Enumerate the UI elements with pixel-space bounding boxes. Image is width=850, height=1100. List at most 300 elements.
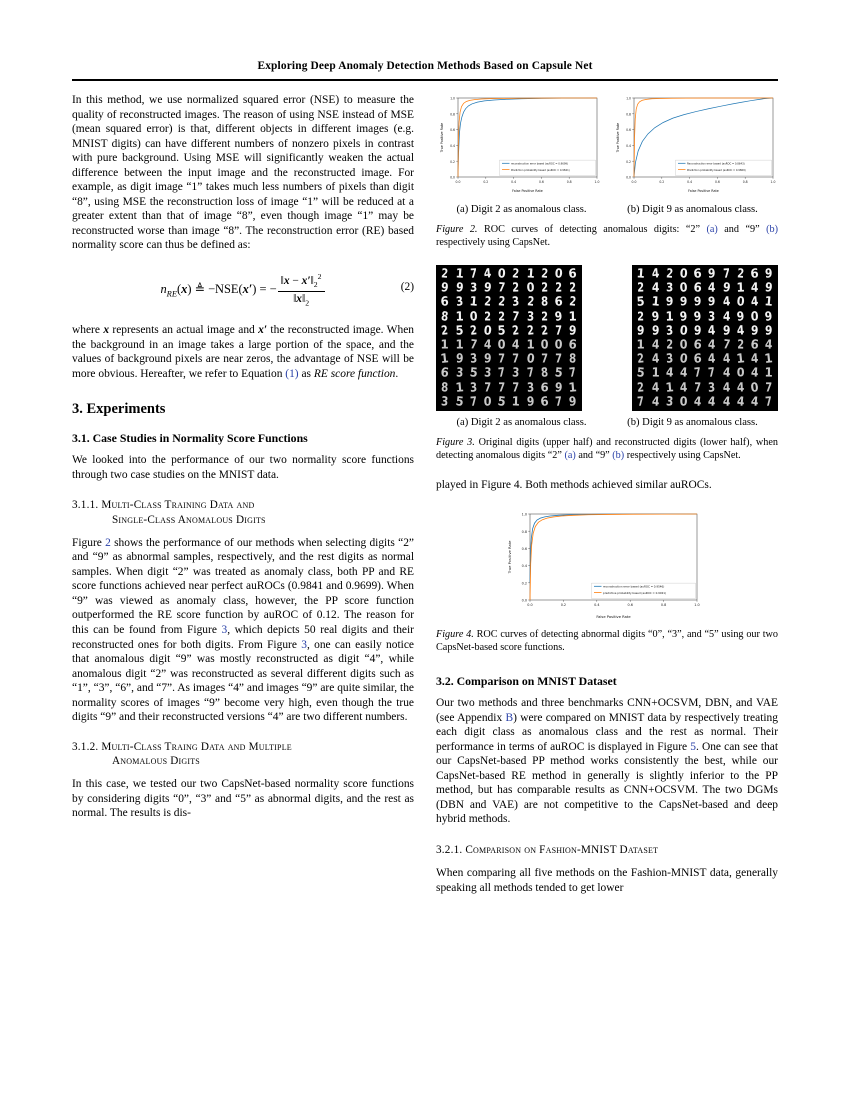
reconstructed-digit-cell: 2 xyxy=(637,351,646,367)
text-frag: where xyxy=(72,324,104,337)
text-frag: , one can easily notice that anomalous digit “9” was mostly reconstructed as digit “4”, while anomalous digit “2” was reconstructed as several different digits such as “1”, “3”, “6”, and “7”. As images “4” and images “9” are quite similar, the normality scores of images “9” become very high, even though the true digits “9” and their reconstructed versions “4” are two different numbers. xyxy=(72,638,414,724)
reconstructed-digit-cell: 4 xyxy=(679,380,688,395)
digit-grid-fig3b xyxy=(632,265,778,411)
original-digit-cell: 4 xyxy=(722,309,731,324)
original-digit-cell: 2 xyxy=(526,323,535,339)
equation-fraction: $\frac{‖x - x'‖_2^2}{‖x‖_2}$ xyxy=(278,273,325,308)
svg-text:0.8: 0.8 xyxy=(521,529,527,534)
original-digit-cell: 0 xyxy=(679,266,688,282)
reconstructed-digit-cell: 3 xyxy=(708,380,716,395)
reconstructed-digit-cell: 7 xyxy=(497,365,506,381)
figure-3-subcaptions xyxy=(436,417,778,428)
reconstructed-digit-cell: 7 xyxy=(512,351,520,367)
section-heading-experiments: 3. Experiments xyxy=(72,401,166,418)
reconstructed-digit-cell: 3 xyxy=(455,365,464,381)
reconstructed-digit-cell: 4 xyxy=(651,337,660,353)
svg-text:0.8: 0.8 xyxy=(626,112,631,117)
svg-text:1.0: 1.0 xyxy=(626,96,631,101)
text-frag: . xyxy=(395,367,399,380)
reconstructed-digit-cell: 6 xyxy=(440,365,450,381)
reconstructed-digit-cell: 7 xyxy=(707,365,717,381)
original-digit-cell: 9 xyxy=(722,323,731,339)
original-digit-cell: 2 xyxy=(540,280,548,296)
original-digit-cell: 0 xyxy=(679,323,689,339)
appendix-reference-b[interactable]: B xyxy=(505,711,514,724)
original-digit-cell: 9 xyxy=(694,323,702,339)
original-digit-cell: 9 xyxy=(750,323,759,339)
original-digit-cell: 5 xyxy=(497,323,507,339)
original-digit-cell: 9 xyxy=(637,323,645,339)
svg-text:False Positive Rate: False Positive Rate xyxy=(512,189,543,193)
reconstructed-digit-cell: 0 xyxy=(679,337,688,353)
reconstructed-digit-cell: 4 xyxy=(721,394,731,410)
reconstructed-digit-cell: 4 xyxy=(679,365,688,381)
reconstructed-digit-cell: 7 xyxy=(764,394,773,410)
reconstructed-digit-cell: 2 xyxy=(666,337,673,353)
reconstructed-digit-cell: 5 xyxy=(454,394,464,410)
roc-chart-fig2b xyxy=(612,93,778,198)
paragraph-nse-explain xyxy=(72,323,414,381)
subfigure-reference-a[interactable]: (a) xyxy=(564,449,576,461)
reconstructed-digit-cell: 1 xyxy=(651,366,660,381)
original-digit-cell: 4 xyxy=(650,266,660,282)
svg-text:Prediction probability based (: Prediction probability based (auROC = 0.9841) xyxy=(511,168,570,172)
subsubsection-heading-321: 3.2.1. Comparison on Fashion-MNIST Dataset xyxy=(436,844,659,857)
reconstructed-digit-cell: 6 xyxy=(539,394,550,410)
svg-text:1.0: 1.0 xyxy=(770,180,776,185)
figure-reference-3b[interactable]: 3 xyxy=(301,638,307,651)
original-digit-cell: 2 xyxy=(665,266,674,282)
subfigure-reference-b[interactable]: (b) xyxy=(612,449,625,461)
original-digit-cell: 9 xyxy=(679,309,689,325)
svg-text:0.0: 0.0 xyxy=(521,598,527,603)
svg-text:0.6: 0.6 xyxy=(450,128,455,133)
original-digit-cell: 5 xyxy=(636,294,646,310)
reconstructed-digit-cell: 3 xyxy=(665,351,674,367)
reconstructed-digit-cell: 7 xyxy=(637,394,646,410)
reconstructed-digit-cell: 7 xyxy=(498,380,506,395)
original-digit-cell: 4 xyxy=(708,280,716,296)
eq-reference-1[interactable]: (1) xyxy=(285,367,299,380)
original-digit-cell: 7 xyxy=(469,266,478,282)
svg-text:0.6: 0.6 xyxy=(521,546,527,551)
svg-text:0.0: 0.0 xyxy=(626,175,631,180)
svg-text:0.2: 0.2 xyxy=(483,180,489,185)
reconstructed-digit-cell: 4 xyxy=(736,394,745,410)
heading-line-2: Single-Class Anomalous Digits xyxy=(112,513,266,526)
reconstructed-digit-cell: 6 xyxy=(750,337,760,353)
original-digit-cell: 0 xyxy=(469,309,478,324)
svg-text:1.0: 1.0 xyxy=(693,603,700,608)
svg-text:True Positive Rate: True Positive Rate xyxy=(616,122,620,153)
original-digit-cell: 2 xyxy=(540,323,549,339)
original-digit-cell: 9 xyxy=(679,295,688,310)
original-digit-cell: 3 xyxy=(665,323,674,339)
heading-line-1: 3.1.1. Multi-Class Training Data and xyxy=(72,499,255,512)
subsubsection-heading-311 xyxy=(72,498,414,526)
original-digit-cell: 1 xyxy=(525,266,535,282)
original-digit-cell: 1 xyxy=(636,266,646,282)
reconstructed-digit-cell: 7 xyxy=(722,337,731,353)
original-digit-cell: 4 xyxy=(651,280,660,296)
original-digit-cell: 7 xyxy=(512,309,521,325)
original-digit-cell: 1 xyxy=(650,294,661,310)
original-digit-cell: 4 xyxy=(750,280,759,296)
reconstructed-digit-cell: 7 xyxy=(526,365,535,381)
reconstructed-digit-cell: 4 xyxy=(665,365,674,381)
svg-text:0.6: 0.6 xyxy=(538,180,544,185)
original-digit-cell: 7 xyxy=(498,280,506,296)
original-digit-cell: 9 xyxy=(454,280,464,296)
original-digit-cell: 1 xyxy=(454,266,464,282)
text-frag: the reconstructed image. When the background in an image takes a large portion of the space, and the values of background pixels are near zeros, the advantage of NSE will be more obvious. Hereafter, we refer to Equation xyxy=(72,324,414,380)
reconstructed-digit-cell: 3 xyxy=(665,394,674,410)
svg-text:0.4: 0.4 xyxy=(687,180,693,185)
reconstructed-digit-cell: 4 xyxy=(650,394,660,410)
heading-line-2: Anomalous Digits xyxy=(112,755,200,768)
reconstructed-digit-cell: 2 xyxy=(737,337,744,353)
reconstructed-digit-cell: 0 xyxy=(750,380,760,396)
original-digit-cell: 0 xyxy=(750,309,759,324)
original-digit-cell: 4 xyxy=(721,294,731,310)
original-digit-cell: 9 xyxy=(650,309,660,325)
original-digit-cell: 9 xyxy=(651,323,660,339)
reconstructed-digit-cell: 6 xyxy=(693,351,703,367)
original-digit-cell: 3 xyxy=(454,294,464,310)
svg-text:1.0: 1.0 xyxy=(521,512,527,517)
original-digit-cell: 7 xyxy=(722,266,731,282)
original-digit-cell: 9 xyxy=(721,280,731,296)
original-digit-cell: 0 xyxy=(736,294,745,310)
text-frag: Figure xyxy=(72,536,106,549)
original-digit-cell: 2 xyxy=(512,266,521,282)
reconstructed-digit-cell: 0 xyxy=(483,394,492,410)
original-digit-cell: 7 xyxy=(555,323,563,339)
figure-2-subcaption-a: (a) Digit 2 as anomalous class. xyxy=(456,204,587,215)
reconstructed-digit-cell: 1 xyxy=(764,366,774,381)
original-digit-cell: 1 xyxy=(736,280,745,296)
text-frag: . One can see that our CapsNet-based PP method works consistently the best, while our CapsNet-based RE method in generally is slightly inferior to the PP method, but has comparable results as CNN+OCSVM. The two DGMs (DBN and VAE) are not competitive to the CapsNet-based and deep hybrid methods. xyxy=(436,740,778,826)
roc-chart-fig2a-svg xyxy=(436,93,602,193)
original-digit-cell: 9 xyxy=(764,309,774,325)
original-digit-cell: 2 xyxy=(441,266,450,282)
svg-text:0.6: 0.6 xyxy=(626,603,633,608)
reconstructed-digit-cell: 0 xyxy=(736,366,745,381)
original-digit-cell: 9 xyxy=(569,323,577,339)
original-digit-cell: 9 xyxy=(765,323,773,339)
original-digit-cell: 9 xyxy=(440,280,450,296)
reconstructed-digit-cell: 7 xyxy=(555,351,563,367)
reconstructed-digit-cell: 9 xyxy=(483,351,492,367)
reconstructed-digit-cell: 8 xyxy=(540,365,549,381)
reconstructed-digit-cell: 4 xyxy=(750,365,759,381)
reconstructed-digit-cell: 3 xyxy=(469,380,478,395)
reconstructed-digit-cell: 7 xyxy=(498,351,506,367)
figure-reference-2[interactable]: 2 xyxy=(105,536,111,549)
reconstructed-digit-cell: 0 xyxy=(679,394,688,410)
figure-2 xyxy=(436,93,778,249)
reconstructed-digit-cell: 4 xyxy=(707,351,717,367)
original-digit-cell: 0 xyxy=(525,280,535,296)
original-digit-cell: 2 xyxy=(526,294,535,310)
original-digit-cell: 8 xyxy=(540,295,549,310)
text-frag: and “9” xyxy=(575,449,613,461)
svg-text:False Positive Rate: False Positive Rate xyxy=(595,615,631,619)
figure-4-chart xyxy=(436,507,778,619)
figure-3-subcaption-a: (a) Digit 2 as anomalous class. xyxy=(456,417,587,429)
reconstructed-digit-cell: 5 xyxy=(468,365,479,381)
figure-reference-3a[interactable]: 3 xyxy=(221,623,228,636)
original-digit-cell: 2 xyxy=(540,266,549,282)
svg-text:1.0: 1.0 xyxy=(594,180,600,185)
original-digit-cell: 9 xyxy=(735,309,745,325)
reconstructed-digit-cell: 4 xyxy=(750,351,759,367)
text-frag: shows the performance of our methods when selecting digits “2” and “9” as abnormal samples, respectively, and the rest digits as normal samples. When digit “2” was treated as anomaly class, both PP and RE score functions achieved near perfect auROCs (0.9841 and 0.9699). When “9” was viewed as anomaly class, however, the PP score function outperformed the RE score function by auROC of 0.12. The reason for this can be found from Figure xyxy=(72,536,414,636)
reconstructed-digit-cell: 1 xyxy=(455,337,464,353)
reconstructed-digit-cell: 7 xyxy=(541,351,548,367)
reconstructed-digit-cell: 9 xyxy=(568,394,577,410)
reconstructed-digit-cell: 4 xyxy=(511,337,521,353)
svg-text:0.8: 0.8 xyxy=(660,603,666,608)
reconstructed-digit-cell: 0 xyxy=(525,351,535,367)
reconstructed-digit-cell: 9 xyxy=(455,351,464,367)
original-digit-cell: 3 xyxy=(511,294,521,310)
original-digit-cell: 2 xyxy=(637,309,645,324)
reconstructed-digit-cell: 6 xyxy=(568,337,578,353)
original-digit-cell: 9 xyxy=(694,295,702,310)
reconstructed-digit-cell: 5 xyxy=(636,365,646,381)
original-digit-cell: 9 xyxy=(554,309,564,325)
reconstructed-digit-cell: 5 xyxy=(497,394,507,410)
original-digit-cell: 6 xyxy=(568,266,578,282)
figure-4-caption xyxy=(436,629,778,654)
reconstructed-digit-cell: 7 xyxy=(484,380,492,395)
reconstructed-digit-cell: 1 xyxy=(440,337,450,353)
original-digit-cell: 9 xyxy=(708,266,716,282)
original-digit-cell: 2 xyxy=(469,323,478,339)
original-digit-cell: 0 xyxy=(483,323,493,339)
reconstructed-digit-cell: 1 xyxy=(568,380,578,396)
original-digit-cell: 2 xyxy=(440,323,450,339)
svg-text:True Positive Rate: True Positive Rate xyxy=(440,122,444,153)
original-digit-cell: 4 xyxy=(736,323,745,339)
original-digit-cell: 9 xyxy=(765,266,773,282)
svg-text:reconstruction error based (au: reconstruction error based (auROC = 0.9546) xyxy=(602,584,664,589)
paragraph-figure2-discussion xyxy=(72,536,414,725)
paragraph-mnist-comparison xyxy=(436,696,778,827)
svg-text:0.8: 0.8 xyxy=(742,180,748,185)
original-digit-cell: 6 xyxy=(693,266,703,282)
original-digit-cell: 2 xyxy=(569,280,577,296)
original-digit-cell: 4 xyxy=(707,323,717,339)
reconstructed-digit-cell: 4 xyxy=(651,351,660,367)
reconstructed-digit-cell: 4 xyxy=(736,380,745,395)
text-frag: , which depicts 50 real digits and their reconstructed ones for both digits. From Figure xyxy=(72,623,414,651)
subfigure-reference-a[interactable]: (a) xyxy=(706,224,718,235)
reconstructed-digit-cell: 7 xyxy=(694,380,702,395)
svg-text:0.4: 0.4 xyxy=(521,564,527,569)
text-frag: Our two methods and three benchmarks CNN+OCSVM, DBN, and VAE (see Appendix xyxy=(436,697,778,724)
figure-3-images xyxy=(436,265,778,411)
reconstructed-digit-cell: 7 xyxy=(765,380,773,395)
reconstructed-digit-cell: 4 xyxy=(483,337,492,353)
original-digit-cell: 2 xyxy=(484,309,492,324)
caption-label: Figure 3. xyxy=(436,437,475,449)
original-digit-cell: 2 xyxy=(541,309,548,324)
svg-text:0.4: 0.4 xyxy=(450,144,455,148)
digit-grid-fig3a xyxy=(436,265,582,411)
subsubsection-heading-312 xyxy=(72,740,414,768)
original-digit-cell: 0 xyxy=(679,280,688,296)
text-frag: ROC curves of detecting abnormal digits “0”, “3”, and “5” using our two CapsNet-based score functions. xyxy=(436,628,778,653)
figure-2-subcaption-b: (b) Digit 9 as anomalous class. xyxy=(627,204,758,215)
subfigure-reference-b[interactable]: (b) xyxy=(766,224,778,235)
original-digit-cell: 2 xyxy=(483,294,492,310)
text-frag: respectively using CapsNet. xyxy=(624,449,741,461)
header-rule xyxy=(72,79,778,81)
svg-text:1.0: 1.0 xyxy=(450,96,455,101)
subsection-heading-mnist-comparison: 3.2. Comparison on MNIST Dataset xyxy=(436,674,617,689)
paragraph-multiple-anomalous: In this case, we tested our two CapsNet-based normality score functions by considering digits “0”, “3” and “5” as abnormal digits, and the rest as normal. The results is dis- xyxy=(72,778,414,820)
reconstructed-digit-cell: 3 xyxy=(441,394,450,410)
reconstructed-digit-cell: 6 xyxy=(540,380,549,395)
roc-chart-fig2a xyxy=(436,93,602,198)
reconstructed-digit-cell: 5 xyxy=(554,365,564,381)
reconstructed-digit-cell: 8 xyxy=(569,351,577,367)
figure-3-subcaption-b: (b) Digit 9 as anomalous class. xyxy=(627,417,758,429)
paragraph-case-studies: We looked into the performance of our two normality score functions through two case studies on the MNIST data. xyxy=(72,454,414,481)
reconstructed-digit-cell: 1 xyxy=(636,337,646,353)
svg-text:True Positive Rate: True Positive Rate xyxy=(507,540,512,574)
figure-3 xyxy=(436,265,778,462)
figure-3-caption xyxy=(436,437,778,462)
svg-text:0.2: 0.2 xyxy=(450,159,455,164)
reconstructed-digit-cell: 7 xyxy=(568,365,577,381)
reconstructed-digit-cell: 9 xyxy=(526,394,535,410)
reconstructed-digit-cell: 4 xyxy=(693,394,703,410)
text-frag: ) were compared on MNIST data by respectively treating each digit class as anomalous class and the rest as normal. Their performance in terms of auROC is displayed in Figure xyxy=(436,711,778,753)
reconstructed-digit-cell: 4 xyxy=(764,337,774,353)
figure-4 xyxy=(436,507,778,654)
original-digit-cell: 4 xyxy=(750,294,760,310)
original-digit-cell: 5 xyxy=(454,323,464,339)
original-digit-cell: 4 xyxy=(483,266,493,282)
figure-reference-5[interactable]: 5 xyxy=(690,740,696,753)
caption-label: Figure 4. xyxy=(436,628,474,640)
reconstructed-digit-cell: 7 xyxy=(554,394,563,410)
paragraph-fashion-mnist: When comparing all five methods on the Fashion-MNIST data, generally speaking all methods tended to get lower xyxy=(436,867,778,894)
svg-text:0.6: 0.6 xyxy=(714,180,720,185)
reconstructed-digit-cell: 7 xyxy=(693,365,702,381)
original-digit-cell: 0 xyxy=(554,266,563,282)
svg-text:0.2: 0.2 xyxy=(659,180,665,185)
original-digit-cell: 1 xyxy=(468,294,479,310)
reconstructed-digit-cell: 1 xyxy=(764,351,774,367)
original-digit-cell: 6 xyxy=(554,294,564,310)
original-digit-cell: 9 xyxy=(764,280,774,296)
text-frag: Original digits (upper half) and reconstructed digits (lower half), when detecting anomalous digits “2” xyxy=(436,437,778,461)
reconstructed-digit-cell: 1 xyxy=(526,337,535,353)
text-frag: respectively using CapsNet. xyxy=(436,236,551,248)
reconstructed-digit-cell: 0 xyxy=(540,337,549,353)
reconstructed-digit-cell: 6 xyxy=(693,337,703,353)
original-digit-cell: 1 xyxy=(764,294,774,310)
original-digit-cell: 2 xyxy=(555,280,563,296)
equation-2-number: (2) xyxy=(400,281,414,294)
svg-text:Prediction probability based (: Prediction probability based (auROC = 0.9869) xyxy=(687,168,746,172)
original-digit-cell: 2 xyxy=(568,294,578,310)
reconstructed-digit-cell: 4 xyxy=(750,394,760,410)
reconstructed-digit-cell: 4 xyxy=(722,365,731,381)
reconstructed-digit-cell: 0 xyxy=(554,337,563,353)
svg-text:False Positive Rate: False Positive Rate xyxy=(688,189,719,193)
reconstructed-digit-cell: 4 xyxy=(707,337,717,353)
reconstructed-digit-cell: 1 xyxy=(454,380,464,396)
reconstructed-digit-cell: 3 xyxy=(469,351,478,367)
figure-2-subcaptions xyxy=(436,204,778,215)
svg-text:Reconstruction error based (au: Reconstruction error based (auROC = 0.8643) xyxy=(687,162,745,166)
subsection-heading-case-studies: 3.1. Case Studies in Normality Score Functions xyxy=(72,431,308,446)
figure-2-charts xyxy=(436,93,778,198)
reconstructed-digit-cell: 3 xyxy=(526,380,535,395)
equation-2 xyxy=(72,269,414,309)
reconstructed-digit-cell: 0 xyxy=(679,351,689,367)
svg-text:0.6: 0.6 xyxy=(626,128,631,133)
original-digit-cell: 3 xyxy=(526,309,534,324)
original-digit-cell: 1 xyxy=(568,309,578,324)
reconstructed-digit-cell: 7 xyxy=(469,394,478,410)
svg-text:0.4: 0.4 xyxy=(593,603,600,608)
svg-text:reconstruction error based (au: reconstruction error based (auROC = 0.9699) xyxy=(511,162,568,166)
svg-text:0.8: 0.8 xyxy=(566,180,572,185)
original-digit-cell: 2 xyxy=(637,280,645,296)
heading-line-1: 3.1.2. Multi-Class Traing Data and Multiple xyxy=(72,740,292,753)
svg-text:0.2: 0.2 xyxy=(521,581,527,586)
paragraph-figure4-intro: played in Figure 4. Both methods achieved similar auROCs. xyxy=(436,479,712,492)
original-digit-cell: 2 xyxy=(512,280,520,296)
original-digit-cell: 3 xyxy=(708,309,716,324)
svg-text:0.4: 0.4 xyxy=(511,180,517,185)
roc-chart-fig2b-svg xyxy=(612,93,778,193)
reconstructed-digit-cell: 3 xyxy=(483,365,492,381)
original-digit-cell: 9 xyxy=(665,295,674,310)
original-digit-cell: 2 xyxy=(736,266,745,282)
right-column xyxy=(436,93,778,895)
svg-text:0.0: 0.0 xyxy=(526,603,533,608)
svg-text:0.0: 0.0 xyxy=(631,180,637,185)
original-digit-cell: 1 xyxy=(665,309,674,324)
reconstructed-digit-cell: 7 xyxy=(469,337,478,353)
math-x: x xyxy=(103,324,110,337)
original-digit-cell: 0 xyxy=(497,266,507,282)
original-digit-cell: 3 xyxy=(665,280,674,296)
original-digit-cell: 6 xyxy=(750,266,760,282)
text-frag: and “9” xyxy=(717,224,767,235)
reconstructed-digit-cell: 3 xyxy=(512,365,521,381)
svg-text:0.8: 0.8 xyxy=(450,112,455,117)
math-x-prime: x′ xyxy=(258,324,268,337)
original-digit-cell: 2 xyxy=(498,309,506,324)
reconstructed-digit-cell: 4 xyxy=(722,351,731,367)
roc-chart-fig4-svg xyxy=(500,507,715,619)
reconstructed-digit-cell: 2 xyxy=(637,380,645,395)
original-digit-cell: 6 xyxy=(693,280,703,296)
reconstructed-digit-cell: 1 xyxy=(511,394,521,410)
svg-text:0.2: 0.2 xyxy=(560,603,566,608)
original-digit-cell: 8 xyxy=(440,309,450,325)
original-digit-cell: 2 xyxy=(511,323,521,339)
reconstructed-digit-cell: 0 xyxy=(497,337,506,353)
